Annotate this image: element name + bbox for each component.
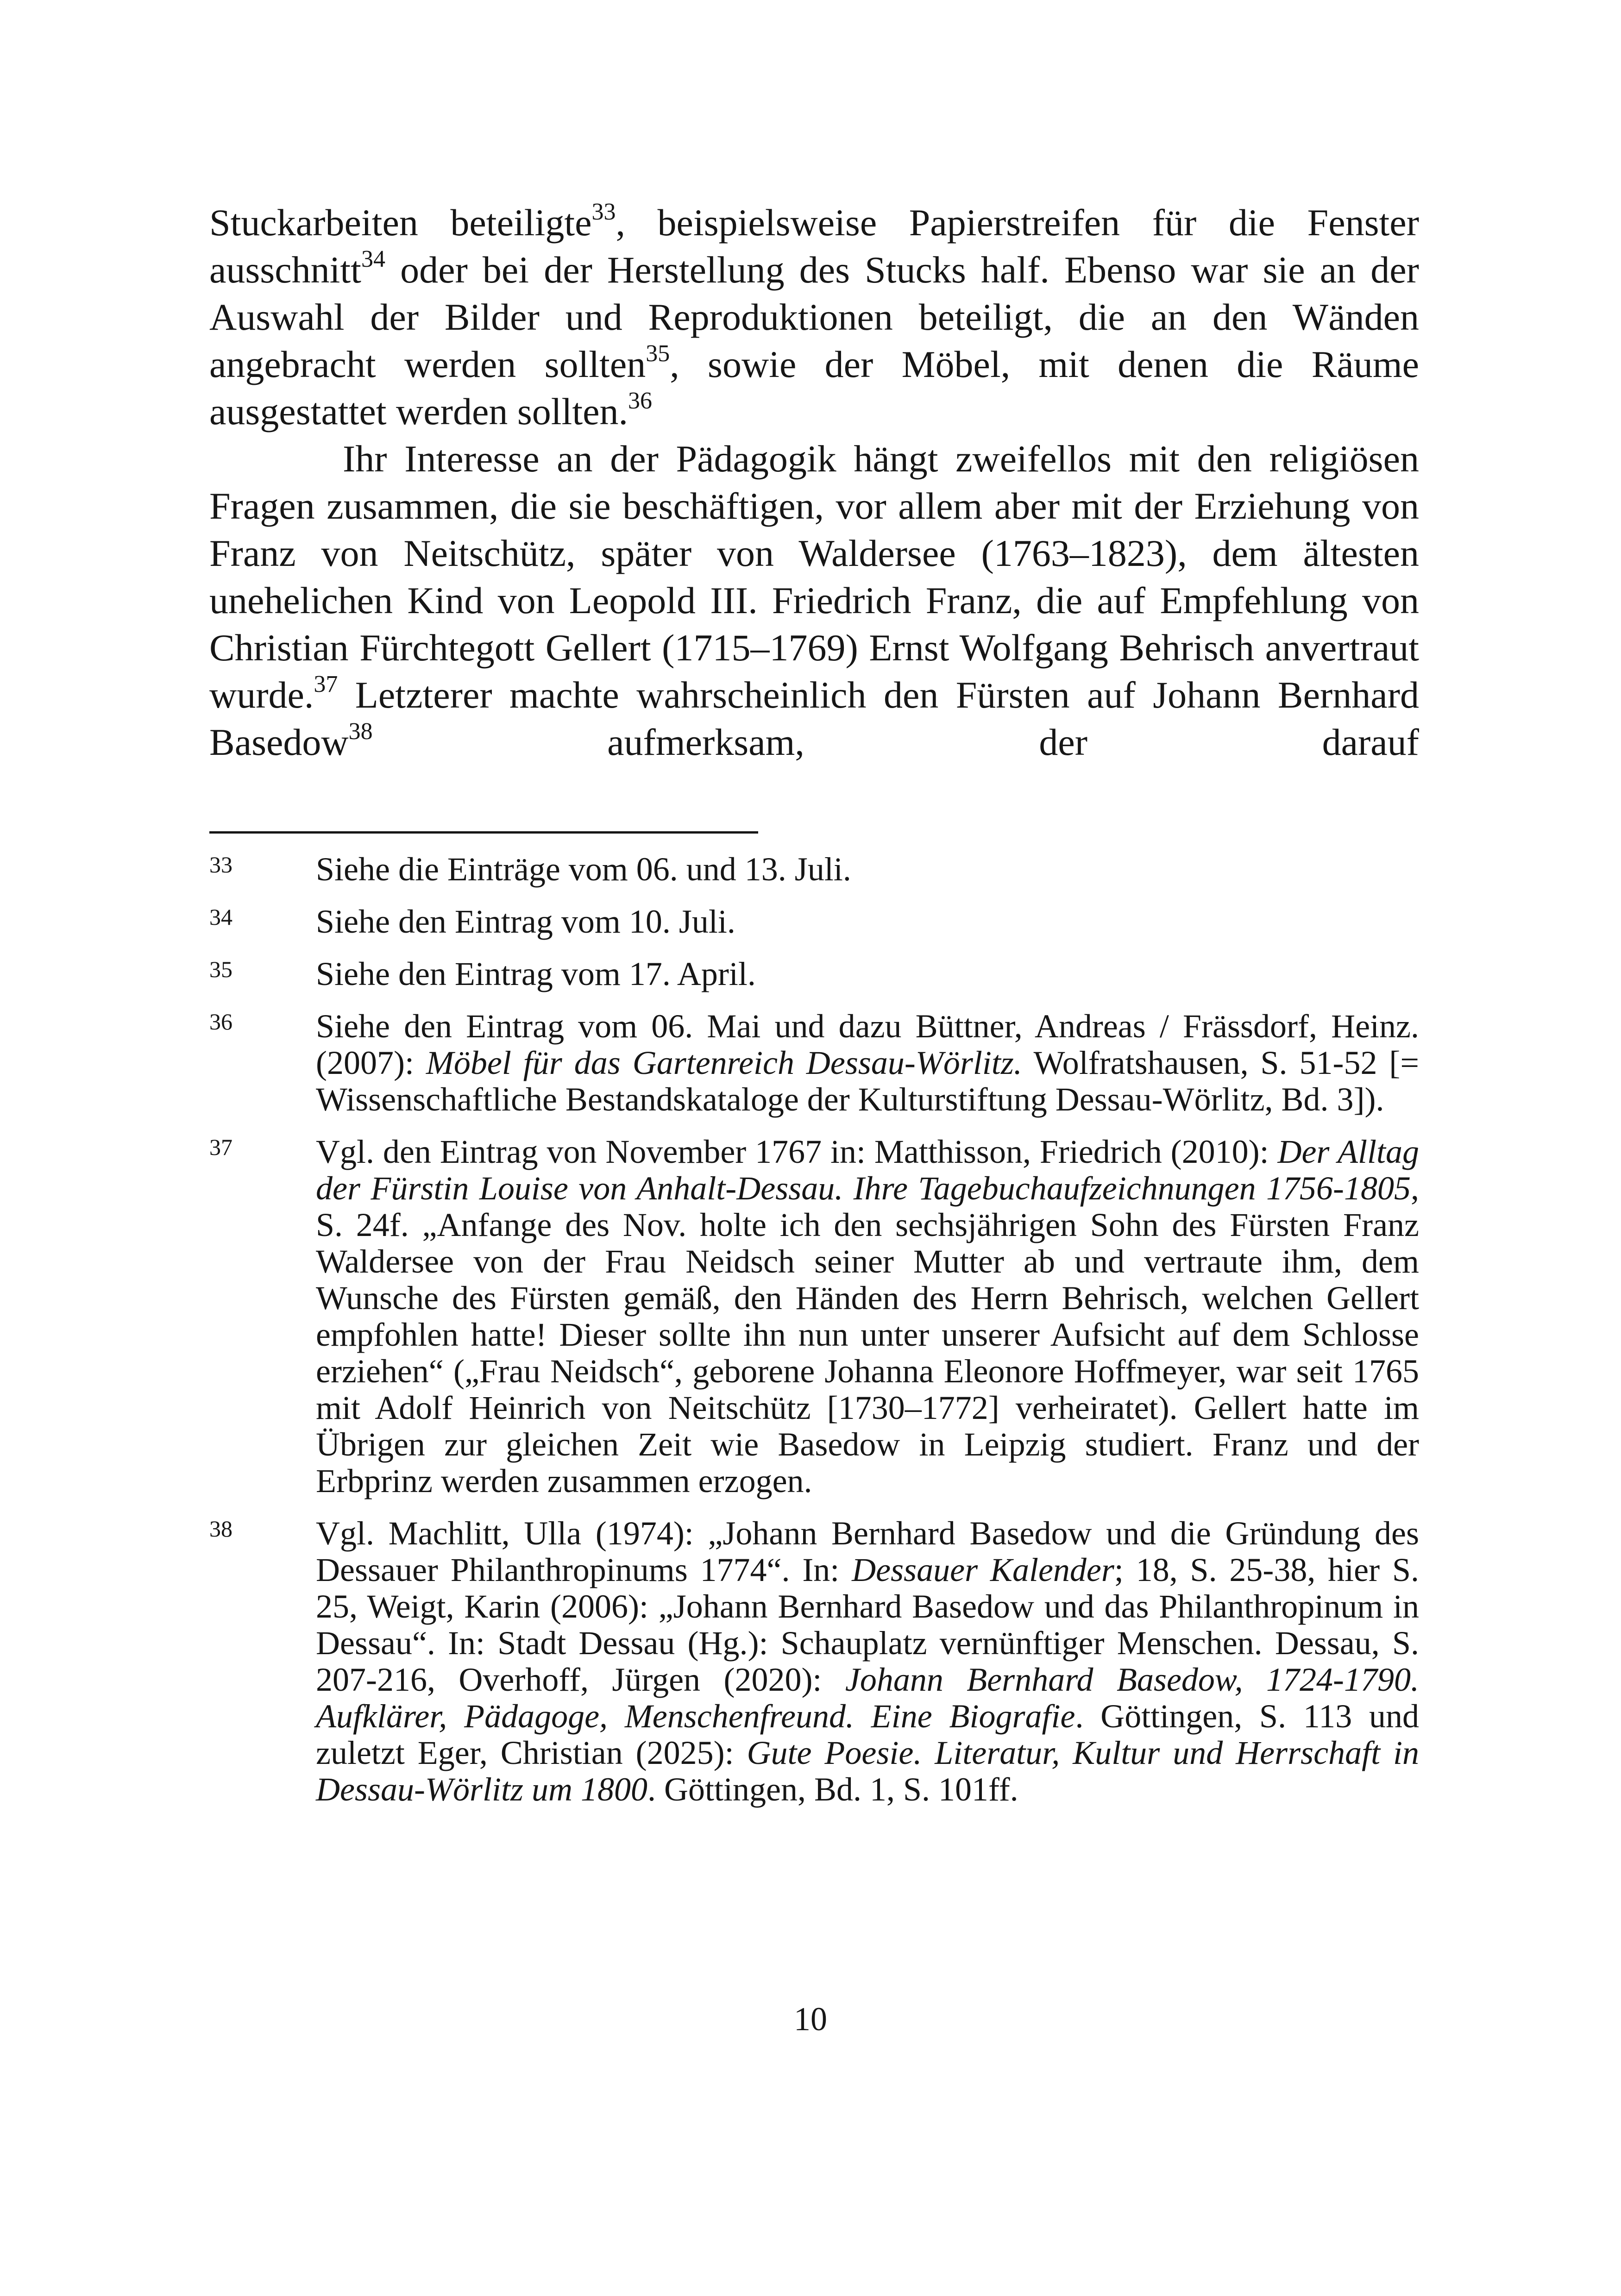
- text-run: , S. 24f. „Anfange des Nov. holte ich den sechsjährigen Sohn des Fürsten Franz Waldersee von der Frau Neidsch seiner Mutter ab und vertraute ihm, dem Wunsche des Fürsten gemäß, den Händen des Herrn Behrisch, welchen Gellert empfohlen hatte! Dieser sollte ihn nun unter unserer Aufsicht auf dem Schlosse erziehen“ („Frau Neidsch“, geborene Johanna Eleonore Hoffmeyer, war seit 1765 mit Adolf Heinrich von Neitschütz [1730–1772] verheiratet). Gellert hatte im Übrigen zur gleichen Zeit wie Basedow in Leipzig studiert. Franz und der Erbprinz werden zusammen erzogen.: [316, 1170, 1419, 1499]
- text-run: aufmerksam, der darauf: [372, 721, 1419, 763]
- text-run: Vgl. den Eintrag von November 1767 in: Matthisson, Friedrich (2010):: [316, 1133, 1278, 1170]
- footnotes: [209, 851, 1419, 1824]
- footnote-ref-33[interactable]: 33: [591, 198, 616, 225]
- footnote-number: 34: [209, 904, 232, 930]
- footnote-text: Siehe die Einträge vom 06. und 13. Juli.: [316, 851, 851, 888]
- footnote-number: 38: [209, 1516, 232, 1542]
- text-run: . Göttingen, S. 113 und zuletzt Eger, Christian (2025):: [316, 1698, 1419, 1771]
- footnote-text: [316, 1515, 1419, 1808]
- text-run: Siehe den Eintrag vom 06. Mai und dazu Büttner, Andreas / Frässdorf, Heinz. (2007):: [316, 1008, 1419, 1081]
- footnote-ref-37[interactable]: 37: [314, 671, 338, 697]
- text-run: . Göttingen, Bd. 1, S. 101ff.: [647, 1771, 1018, 1808]
- footnote-ref-38[interactable]: 38: [348, 718, 373, 745]
- footnote-text: [316, 1008, 1419, 1118]
- book-title: Der Alltag der Fürstin Louise von Anhalt-Dessau. Ihre Tagebuchaufzeichnungen 1756-1805: [316, 1133, 1419, 1207]
- footnote-separator: [209, 831, 758, 834]
- footnote-36: [209, 1008, 1419, 1118]
- book-title: Gute Poesie. Literatur, Kultur und Herrschaft in Dessau-Wörlitz um 1800: [316, 1734, 1420, 1808]
- body-text: [209, 199, 1419, 766]
- footnote-35: [209, 956, 1419, 992]
- footnote-text: Siehe den Eintrag vom 10. Juli.: [316, 903, 735, 940]
- footnote-number: 36: [209, 1009, 232, 1035]
- text-run: oder bei der Herstellung des Stucks half. Ebenso war sie an der Auswahl der Bilder und Reproduktionen beteiligt, die an den Wänden angebracht werden sollten: [209, 249, 1419, 385]
- text-run: ; 18, S. 25-38, hier S. 25, Weigt, Karin (2006): „Johann Bernhard Basedow und das Philanthropinum in Dessau“. In: Stadt Dessau (Hg.): Schauplatz vernünftiger Menschen. Dessau, S. 207-216, Overhoff, Jürgen (2020):: [316, 1551, 1419, 1698]
- footnote-number: 33: [209, 852, 232, 878]
- book-title: Johann Bernhard Basedow, 1724-1790. Aufklärer, Pädagoge, Menschenfreund. Eine Biografie: [316, 1661, 1419, 1735]
- text-run: Letzterer machte wahrscheinlich den Fürsten auf Johann Bernhard Basedow: [209, 674, 1419, 763]
- book-title: Möbel für das Gartenreich Dessau-Wörlitz.: [426, 1044, 1022, 1081]
- footnote-ref-36[interactable]: 36: [628, 387, 653, 414]
- footnote-34: [209, 903, 1419, 940]
- footnote-text: Siehe den Eintrag vom 17. April.: [316, 955, 756, 992]
- text-run: , beispielsweise Papierstreifen für die Fenster ausschnitt: [209, 201, 1419, 291]
- paragraph-1: [209, 199, 1419, 435]
- footnote-38: [209, 1515, 1419, 1808]
- text-run: Stuckarbeiten beteiligte: [209, 201, 592, 244]
- footnote-33: [209, 851, 1419, 888]
- paragraph-2: [209, 435, 1419, 766]
- footnote-ref-34[interactable]: 34: [361, 245, 385, 272]
- page-number: 10: [794, 2001, 827, 2038]
- text-run: Wolfratshausen, S. 51-52 [= Wissenschaftliche Bestandskataloge der Kulturstiftung Dessau-Wörlitz, Bd. 3]).: [316, 1044, 1419, 1118]
- footnote-number: 35: [209, 956, 232, 982]
- footnote-text: [316, 1134, 1419, 1499]
- footnote-number: 37: [209, 1134, 232, 1160]
- footnote-ref-35[interactable]: 35: [646, 340, 670, 367]
- text-run: , sowie der Möbel, mit denen die Räume ausgestattet werden sollten.: [209, 343, 1419, 433]
- text-run: Vgl. Machlitt, Ulla (1974): „Johann Bernhard Basedow und die Gründung des Dessauer Philanthropinums 1774“. In:: [316, 1515, 1419, 1588]
- journal-title: Dessauer Kalender: [852, 1551, 1114, 1588]
- footnote-37: [209, 1134, 1419, 1499]
- text-run: Ihr Interesse an der Pädagogik hängt zweifellos mit den religiösen Fragen zusammen, die sie beschäftigen, vor allem aber mit der Erziehung von Franz von Neitschütz, später von Waldersee (1763–1823), dem ältesten unehelichen Kind von Leopold III. Friedrich Franz, die auf Empfehlung von Christian Fürchtegott Gellert (1715–1769) Ernst Wolfgang Behrisch anvertraut wurde.: [209, 438, 1419, 716]
